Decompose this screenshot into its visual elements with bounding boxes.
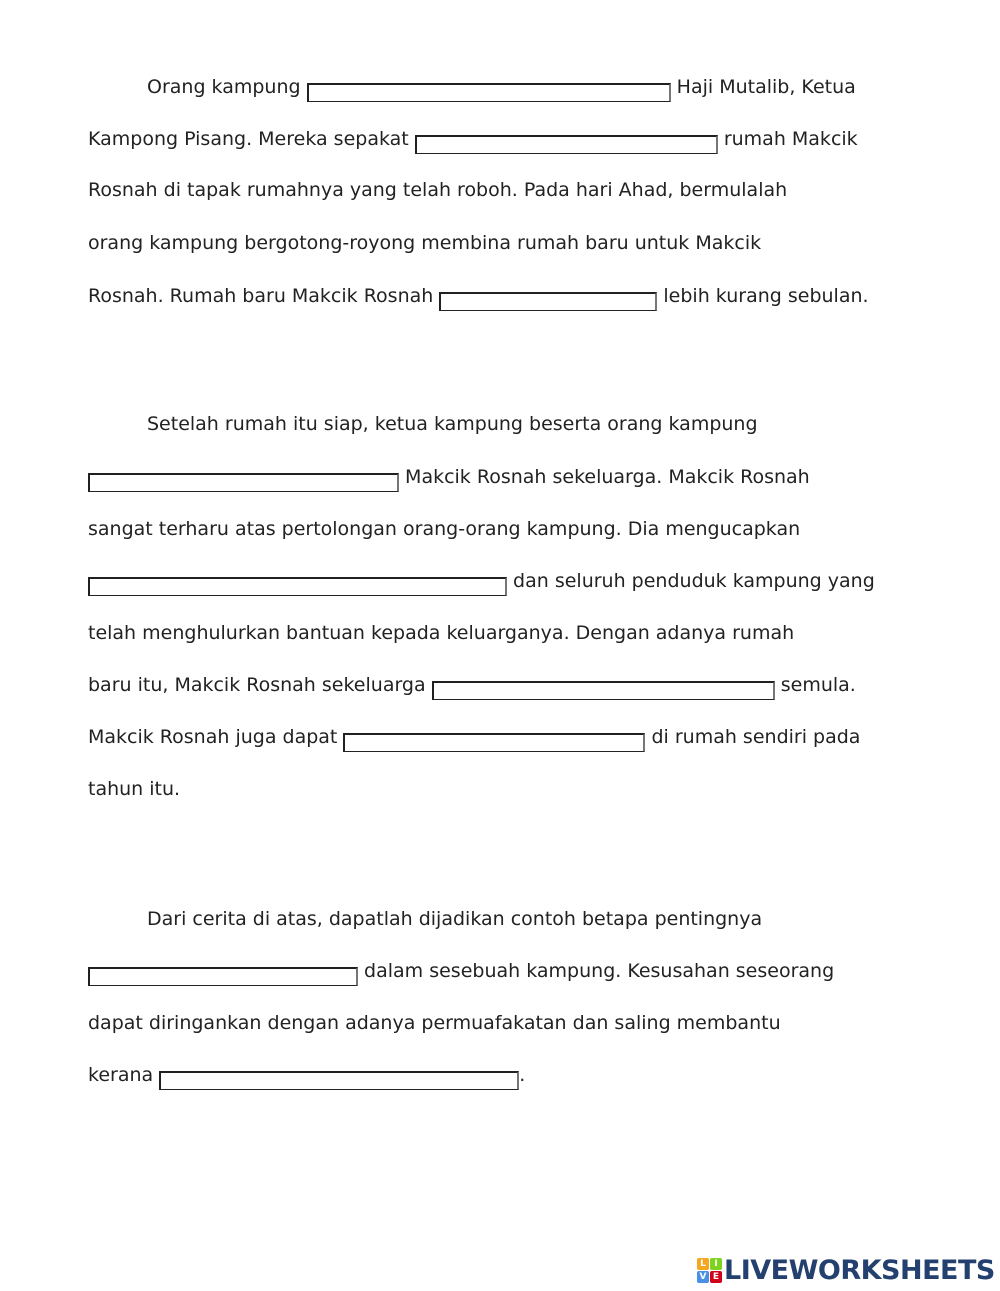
p2-line-6 [88,672,856,698]
liveworksheets-logo [697,1255,995,1286]
p2-line-2-text-b: Makcik Rosnah sekeluarga. Makcik Rosnah [405,466,810,488]
p2-blank-4[interactable] [343,733,645,752]
p2-line-7 [88,724,860,750]
p2-line-1: Setelah rumah itu siap, ketua kampung beserta orang kampung [147,413,758,435]
p1-blank-1[interactable] [307,83,671,102]
p2-line-4 [88,568,875,594]
logo-blocks-icon [697,1258,722,1283]
p2-line-8: tahun itu. [88,778,181,800]
p2-line-5: telah menghulurkan bantuan kepada keluarganya. Dengan adanya rumah [88,622,795,644]
p3-line-3: dapat diringankan dengan adanya permuafakatan dan saling membantu [88,1012,781,1034]
p3-blank-2[interactable] [159,1071,519,1090]
p1-line-2 [88,126,858,152]
p1-line-3: Rosnah di tapak rumahnya yang telah roboh. Pada hari Ahad, bermulalah [88,179,788,201]
p1-line-2-text-a: Kampong Pisang. Mereka sepakat [88,128,409,150]
p1-blank-3[interactable] [439,292,657,311]
p3-line-2 [88,958,834,984]
p1-line-2-text-b: rumah Makcik [723,128,858,150]
p2-line-6-text-a: baru itu, Makcik Rosnah sekeluarga [88,674,426,696]
logo-block-e: E [710,1271,722,1283]
p2-blank-2[interactable] [88,577,507,596]
p3-line-4-text-b: . [519,1064,526,1086]
logo-block-v: V [697,1271,709,1283]
logo-text: LIVEWORKSHEETS [724,1255,995,1286]
p1-line-1-text-b: Haji Mutalib, Ketua [676,76,856,98]
p2-blank-1[interactable] [88,473,399,492]
p3-blank-1[interactable] [88,967,358,986]
p2-line-7-text-b: di rumah sendiri pada [651,726,861,748]
p2-line-4-text-b: dan seluruh penduduk kampung yang [513,570,875,592]
p1-line-1-text-a: Orang kampung [147,76,301,98]
p1-line-5-text-a: Rosnah. Rumah baru Makcik Rosnah [88,285,434,307]
p3-line-4 [88,1062,525,1088]
p3-line-1: Dari cerita di atas, dapatlah dijadikan contoh betapa pentingnya [147,908,763,930]
p2-line-3: sangat terharu atas pertolongan orang-orang kampung. Dia mengucapkan [88,518,801,540]
p2-line-7-text-a: Makcik Rosnah juga dapat [88,726,338,748]
p3-line-2-text-b: dalam sesebuah kampung. Kesusahan seseorang [364,960,835,982]
p3-line-4-text-a: kerana [88,1064,154,1086]
p1-line-5 [88,283,869,309]
p2-blank-3[interactable] [432,681,775,700]
p1-line-1 [147,74,856,100]
p1-blank-2[interactable] [415,135,718,154]
p1-line-4: orang kampung bergotong-royong membina rumah baru untuk Makcik [88,232,762,254]
logo-block-l: L [697,1258,709,1270]
p2-line-6-text-b: semula. [780,674,856,696]
p1-line-5-text-b: lebih kurang sebulan. [663,285,869,307]
p2-line-2 [88,464,810,490]
logo-block-i: I [710,1258,722,1270]
